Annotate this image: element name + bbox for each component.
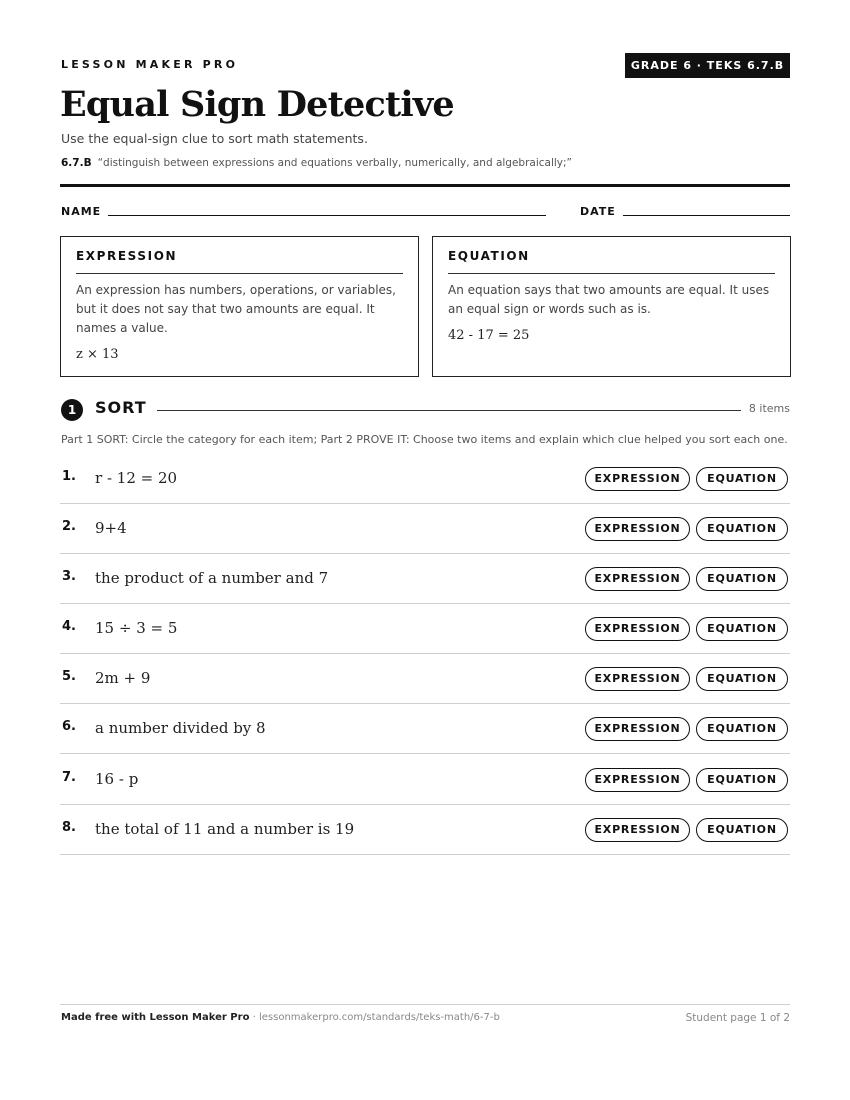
item-statement: 15 ÷ 3 = 5 (95, 619, 178, 637)
expression-choice[interactable]: EXPRESSION (585, 517, 690, 541)
sort-item (60, 454, 790, 504)
section-number-badge: 1 (61, 399, 83, 421)
sort-item (60, 805, 790, 855)
date-label: DATE (580, 205, 616, 218)
item-number: 8. (62, 820, 76, 835)
sort-item (60, 755, 790, 805)
expression-choice[interactable]: EXPRESSION (585, 567, 690, 591)
brand-name: LESSON MAKER PRO (61, 58, 239, 71)
item-number: 4. (62, 619, 76, 634)
item-statement: the product of a number and 7 (95, 569, 329, 587)
equation-definition: An equation says that two amounts are equal. It uses an equal sign or words such as is. (448, 283, 770, 316)
equation-heading: EQUATION (448, 249, 530, 263)
item-statement: 16 - p (95, 770, 139, 788)
expression-heading: EXPRESSION (76, 249, 178, 263)
footer-url[interactable]: · lessonmakerpro.com/standards/teks-math/6-7-b (249, 1012, 500, 1023)
equation-choice[interactable]: EQUATION (696, 567, 788, 591)
standard-line (61, 157, 572, 169)
item-count: 8 items (748, 402, 790, 415)
expression-heading-rule (76, 273, 403, 274)
expression-choice[interactable]: EXPRESSION (585, 818, 690, 842)
page-title: Equal Sign Detective (60, 84, 454, 125)
sort-item (60, 604, 790, 654)
item-statement: the total of 11 and a number is 19 (95, 820, 355, 838)
expression-choice[interactable]: EXPRESSION (585, 617, 690, 641)
section-title: SORT (95, 398, 147, 417)
item-number: 7. (62, 770, 76, 785)
item-number: 6. (62, 719, 76, 734)
equation-choice[interactable]: EQUATION (696, 717, 788, 741)
date-field[interactable] (623, 215, 790, 216)
standard-text: “distinguish between expressions and equations verbally, numerically, and algebraically;” (97, 157, 573, 169)
header-divider (60, 184, 790, 187)
expression-choice[interactable]: EXPRESSION (585, 768, 690, 792)
expression-definition: An expression has numbers, operations, or variables, but it does not say that two amounts are equal. It names a value. (76, 283, 396, 335)
footer-divider (60, 1004, 790, 1005)
expression-choice[interactable]: EXPRESSION (585, 467, 690, 491)
sort-item (60, 504, 790, 554)
footer-credit (61, 1012, 500, 1023)
equation-choice[interactable]: EQUATION (696, 768, 788, 792)
equation-heading-rule (448, 273, 775, 274)
section-instructions: Part 1 SORT: Circle the category for each item; Part 2 PROVE IT: Choose two items and explain which clue helped you sort each one. (61, 433, 788, 446)
expression-example: z × 13 (76, 347, 119, 362)
grade-badge: GRADE 6 · TEKS 6.7.B (625, 53, 790, 78)
item-statement: r - 12 = 20 (95, 469, 178, 487)
expression-definition-card (60, 236, 419, 377)
sort-item (60, 554, 790, 604)
name-field[interactable] (108, 215, 546, 216)
sort-item (60, 654, 790, 704)
expression-choice[interactable]: EXPRESSION (585, 667, 690, 691)
item-number: 1. (62, 469, 76, 484)
equation-choice[interactable]: EQUATION (696, 517, 788, 541)
equation-example: 42 - 17 = 25 (448, 328, 530, 343)
equation-choice[interactable]: EQUATION (696, 667, 788, 691)
expression-choice[interactable]: EXPRESSION (585, 717, 690, 741)
item-number: 3. (62, 569, 76, 584)
equation-choice[interactable]: EQUATION (696, 467, 788, 491)
footer-made-with: Made free with Lesson Maker Pro (61, 1012, 250, 1023)
section-divider (157, 410, 741, 411)
name-label: NAME (61, 205, 102, 218)
sort-item (60, 704, 790, 754)
item-number: 5. (62, 669, 76, 684)
item-number: 2. (62, 519, 76, 534)
standard-code: 6.7.B (61, 157, 92, 169)
equation-definition-card (432, 236, 791, 377)
item-statement: a number divided by 8 (95, 719, 266, 737)
footer-page-number: Student page 1 of 2 (685, 1012, 790, 1024)
equation-choice[interactable]: EQUATION (696, 818, 788, 842)
equation-choice[interactable]: EQUATION (696, 617, 788, 641)
item-statement: 9+4 (95, 519, 127, 537)
item-statement: 2m + 9 (95, 669, 151, 687)
page-subtitle: Use the equal-sign clue to sort math statements. (61, 131, 368, 146)
